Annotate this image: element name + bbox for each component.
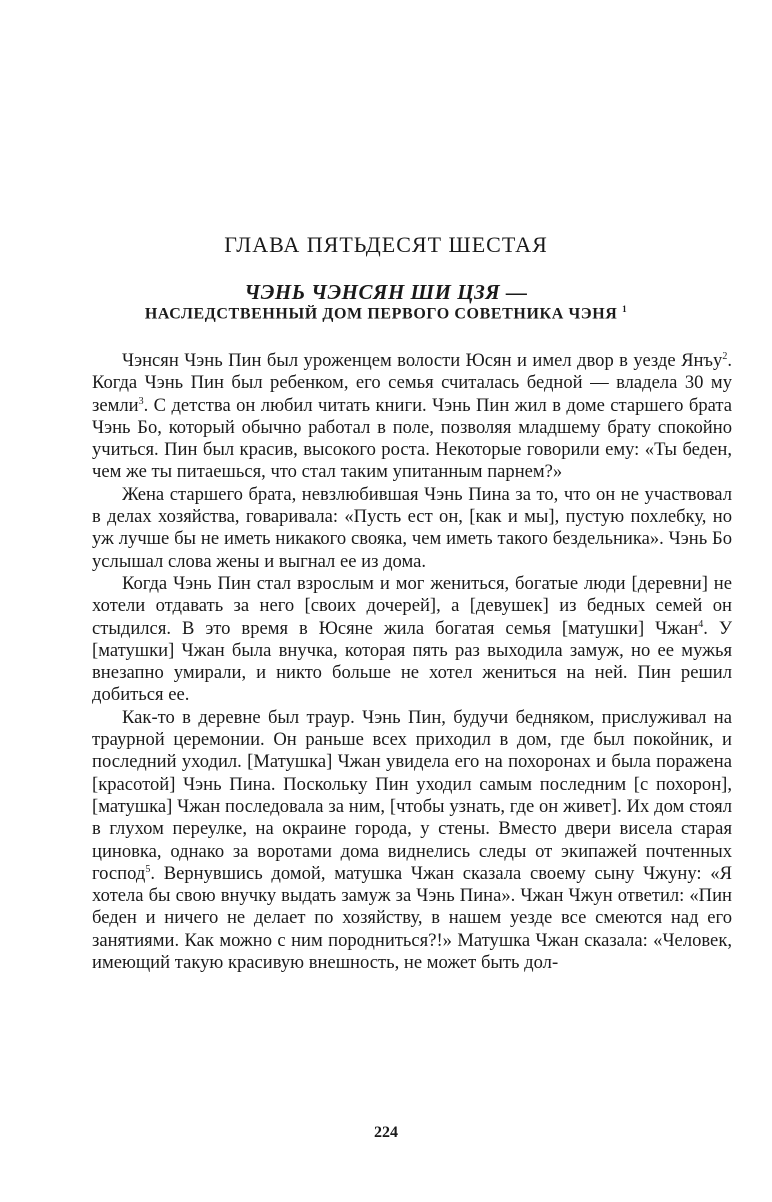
paragraph-text: Жена старшего брата, невзлюбившая Чэнь Пина за то, что он не участвовал в делах хозяйства, говаривала: «Пусть ест он, [как и мы], пустую похлебку, но уж лучше бы не иметь никакого свояка, чем иметь такого бездельника». Чэнь Бо услышал слова жены и выгнал ее из дома. [92,483,732,572]
body-text [92,350,732,974]
paragraph-text: . У [матушки] Чжан была внучка, которая пять раз выходила замуж, но ее мужья внезапно умирали, и никто больше не хотел жениться на ней. Пин решил добиться ее. [92,617,732,706]
paragraph-text: Чэнсян Чэнь Пин был уроженцем волости Юсян и имел двор в уезде Янъу [122,350,723,371]
section-title: ЧЭНЬ ЧЭНСЯН ШИ ЦЗЯ — [244,280,528,304]
footnote-ref: 5 [145,863,151,875]
section-subtitle [0,304,772,323]
paragraph-text: . Вернувшись домой, матушка Чжан сказала своему сыну Чжуну: «Я хотела бы свою внучку выдать замуж за Чэнь Пина». Чжан Чжун ответил: «Пин беден и ничего не делает по хозяйству, в нашем уезде все смеются над его занятиями. Как можно с ним породниться?!» Матушка Чжан сказала: «Человек, имеющий такую красивую внешность, не может быть дол- [92,862,732,974]
paragraph [92,707,732,975]
paragraph [92,484,732,573]
footnote-ref: 2 [722,350,728,362]
paragraph [92,573,732,707]
paragraph-text: . Когда Чэнь Пин был ребенком, его семья считалась бедной — владела 30 му земли [92,350,732,416]
section-subtitle-text: НАСЛЕДСТВЕННЫЙ ДОМ ПЕРВОГО СОВЕТНИКА ЧЭНЯ [144,305,618,323]
footnote-ref: 4 [698,618,704,630]
footnote-ref: 3 [138,395,144,407]
footnote-ref: 1 [622,304,628,314]
paragraph-text: . С детства он любил читать книги. Чэнь Пин жил в доме старшего брата Чэнь Бо, который обычно работал в поле, позволяя младшему брату спокойно учиться. Пин был красив, высокого роста. Некоторые говорили ему: «Ты беден, чем же ты питаешься, что стал таким упитанным парнем?» [92,394,732,483]
paragraph-text: Когда Чэнь Пин стал взрослым и мог жениться, богатые люди [деревни] не хотели отдавать за него [своих дочерей], а [девушек] из бедных семей он стыдился. В это время в Юсяне жила богатая семья [матушки] Чжан [92,572,732,639]
paragraph-text: Как-то в деревне был траур. Чэнь Пин, будучи бедняком, прислуживал на траурной церемонии. Он раньше всех приходил в дом, где был покойник, и последний уходил. [Матушка] Чжан увидела его на похоронах и была поражена [красотой] Чэнь Пина. Поскольку Пин уходил самым последним [с похорон], [матушка] Чжан последовала за ним, [чтобы узнать, где он живет]. Их дом стоял в глухом переулке, на окраине города, у стены. Вместо двери висела старая циновка, однако за воротами дома виднелись следы от экипажей почтенных господ [92,706,732,884]
paragraph [92,350,732,484]
chapter-title: ГЛАВА ПЯТЬДЕСЯТ ШЕСТАЯ [224,232,548,257]
page-number: 224 [374,1124,398,1141]
